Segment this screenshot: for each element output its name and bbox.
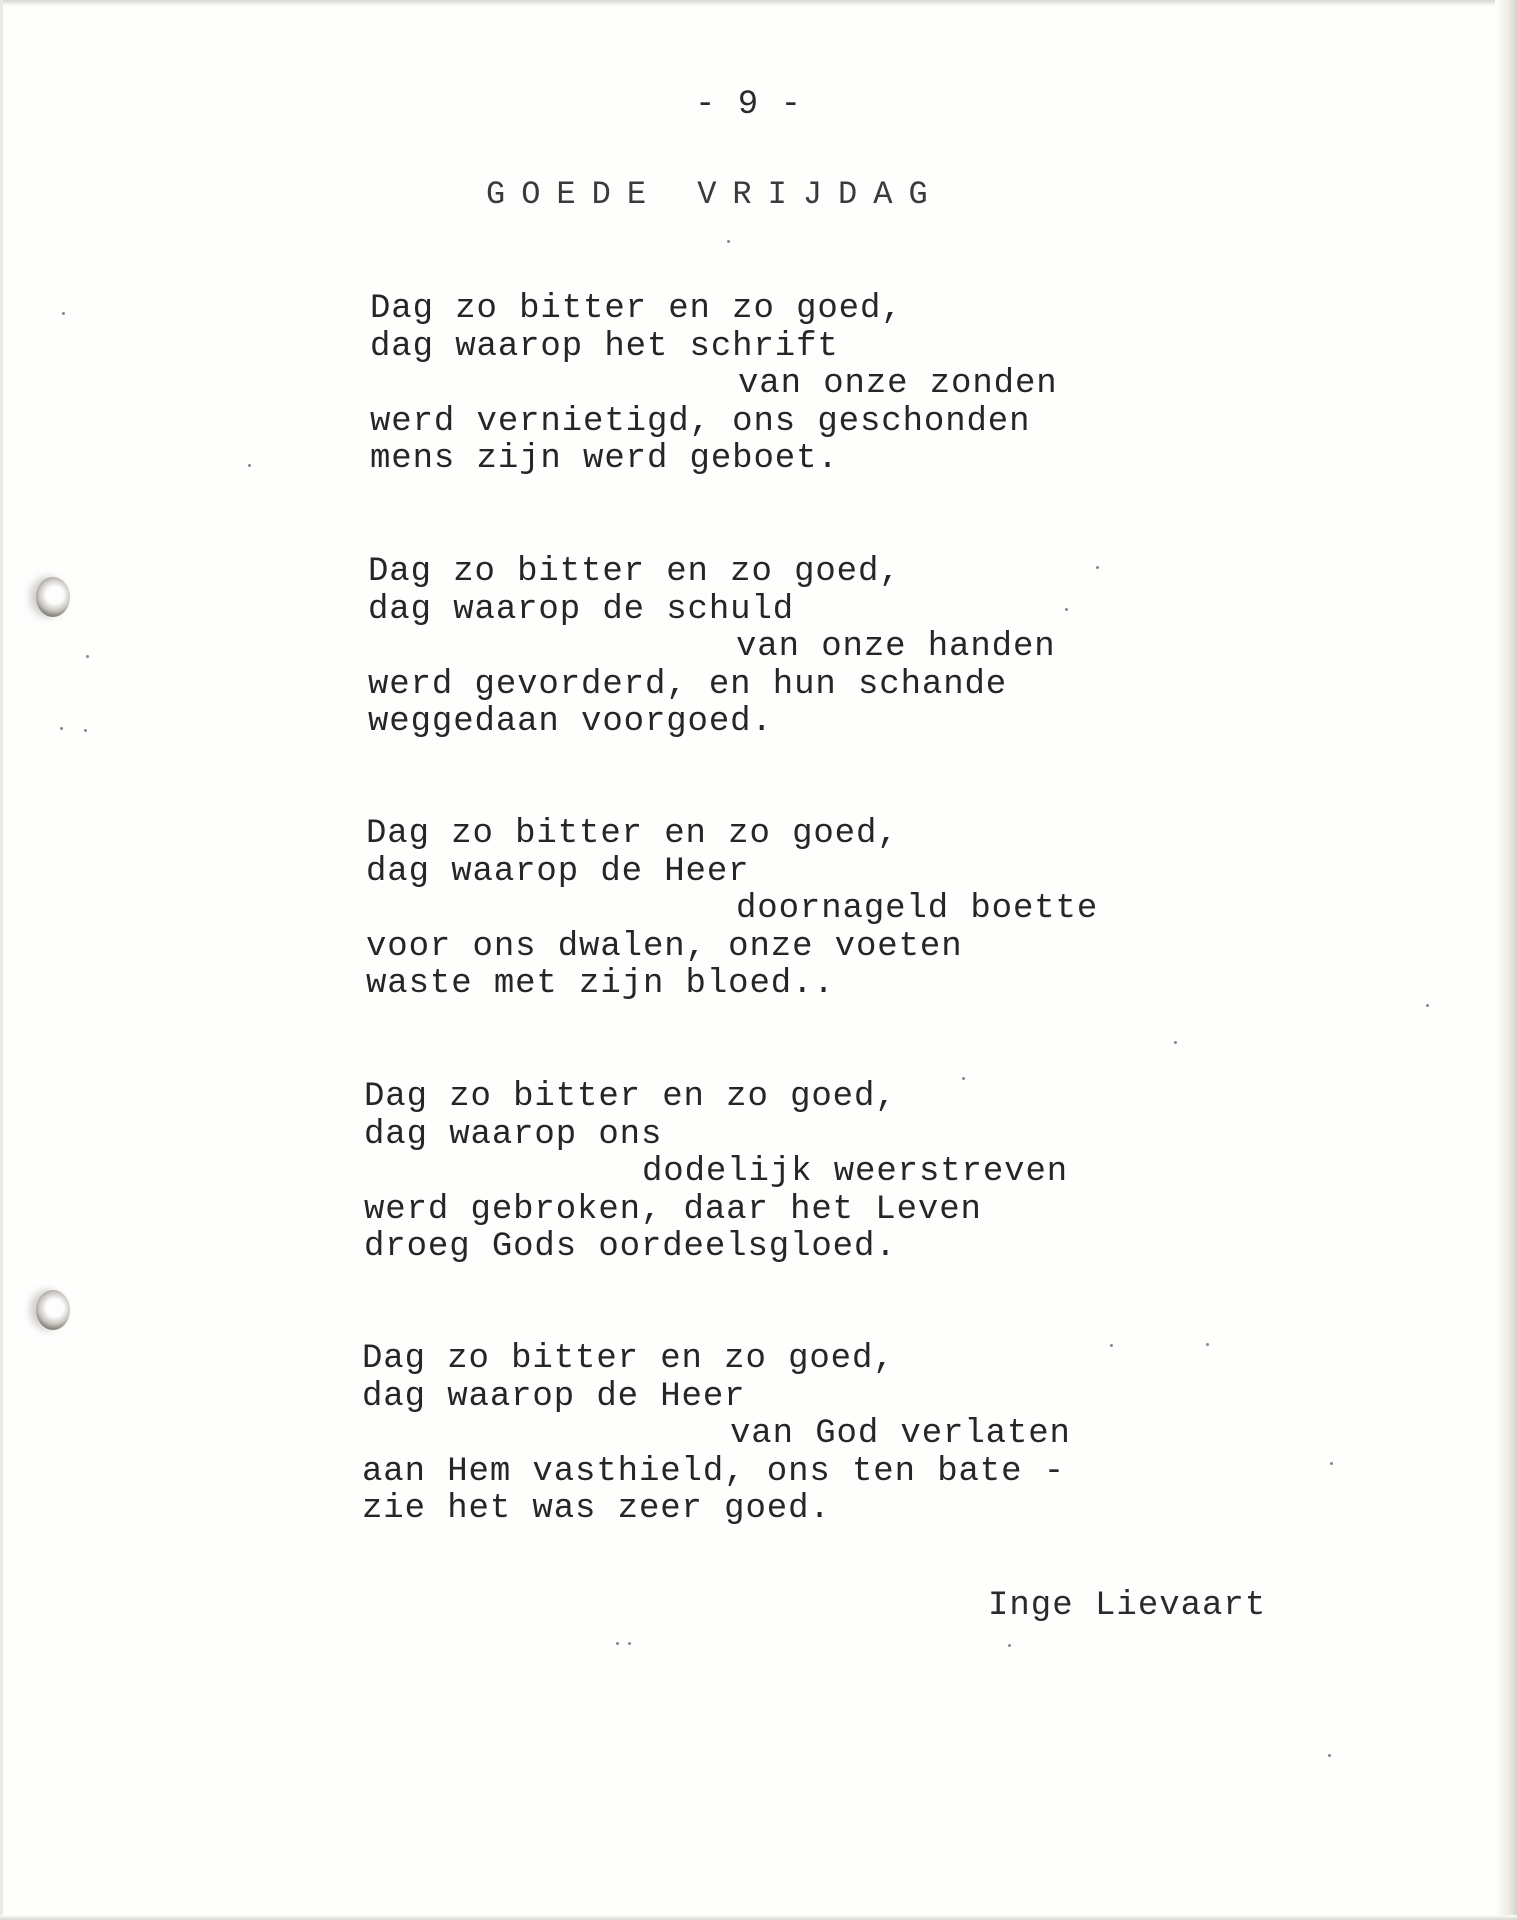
paper-speck: [1426, 1004, 1429, 1007]
paper-edge-top: [0, 0, 1517, 6]
paper-speck: [1328, 1754, 1331, 1757]
poem-line: Dag zo bitter en zo goed,: [368, 553, 901, 591]
paper-speck: [86, 655, 89, 658]
poem-line: Dag zo bitter en zo goed,: [362, 1340, 895, 1378]
poem-line: dag waarop de schuld: [368, 590, 795, 629]
paper-speck: [1110, 1344, 1113, 1347]
paper-speck: [1330, 1462, 1333, 1465]
paper-speck: [1065, 608, 1068, 611]
paper-speck: [62, 312, 65, 315]
stanza: [366, 816, 1098, 1004]
paper-edge-right: [1495, 0, 1517, 1920]
poem-line: mens zijn werd geboet.: [370, 440, 839, 478]
stanza: [370, 291, 1058, 479]
poem-line: doornageld boette: [736, 890, 1099, 928]
poem-line: dag waarop de Heer: [366, 852, 750, 891]
paper-speck: [1174, 1041, 1177, 1044]
page-number: - 9 -: [695, 86, 803, 124]
poem-line: werd vernietigd, ons geschonden: [370, 402, 1031, 441]
poem-line: van onze zonden: [738, 365, 1058, 403]
poem-line: droeg Gods oordeelsgloed.: [364, 1228, 897, 1266]
stanza: [364, 1079, 1068, 1267]
paper-speck: [248, 464, 251, 467]
poem-line: van God verlaten: [730, 1415, 1071, 1453]
poem-line: dag waarop het schrift: [370, 327, 839, 366]
poem-line: dodelijk weerstreven: [642, 1153, 1069, 1191]
poem-line: werd gevorderd, en hun schande: [368, 665, 1008, 704]
paper-edge-left: [0, 0, 3, 1920]
poem-title: GOEDE VRIJDAG: [486, 176, 944, 213]
binder-hole-icon: [36, 1290, 70, 1330]
poem-line: Dag zo bitter en zo goed,: [370, 290, 903, 328]
stanza: [368, 554, 1056, 742]
paper-speck: [1096, 566, 1099, 569]
poem-line: dag waarop ons: [364, 1115, 663, 1154]
poem-line: dag waarop de Heer: [362, 1377, 746, 1416]
poem-line: Dag zo bitter en zo goed,: [366, 815, 899, 853]
paper-speck: [1008, 1644, 1011, 1647]
paper-speck: [60, 727, 63, 730]
poem-line: waste met zijn bloed..: [366, 965, 835, 1003]
paper-speck: [962, 1077, 965, 1080]
poem-line: voor ons dwalen, onze voeten: [366, 927, 963, 966]
paper-edge-bottom: [0, 1915, 1517, 1920]
paper-speck: [84, 729, 87, 732]
paper-speck: [628, 1642, 631, 1645]
poem-line: werd gebroken, daar het Leven: [364, 1190, 982, 1229]
poem-line: van onze handen: [736, 628, 1056, 666]
poem-line: weggedaan voorgoed.: [368, 703, 773, 741]
stanza: [362, 1341, 1071, 1529]
paper-speck: [616, 1642, 619, 1645]
poem-line: zie het was zeer goed.: [362, 1490, 831, 1528]
binder-hole-icon: [36, 577, 70, 617]
paper-speck: [727, 240, 730, 243]
poem-line: aan Hem vasthield, ons ten bate -: [362, 1452, 1066, 1491]
paper-speck: [1206, 1343, 1209, 1346]
poem-line: Dag zo bitter en zo goed,: [364, 1078, 897, 1116]
author-signature: Inge Lievaart: [988, 1587, 1267, 1625]
